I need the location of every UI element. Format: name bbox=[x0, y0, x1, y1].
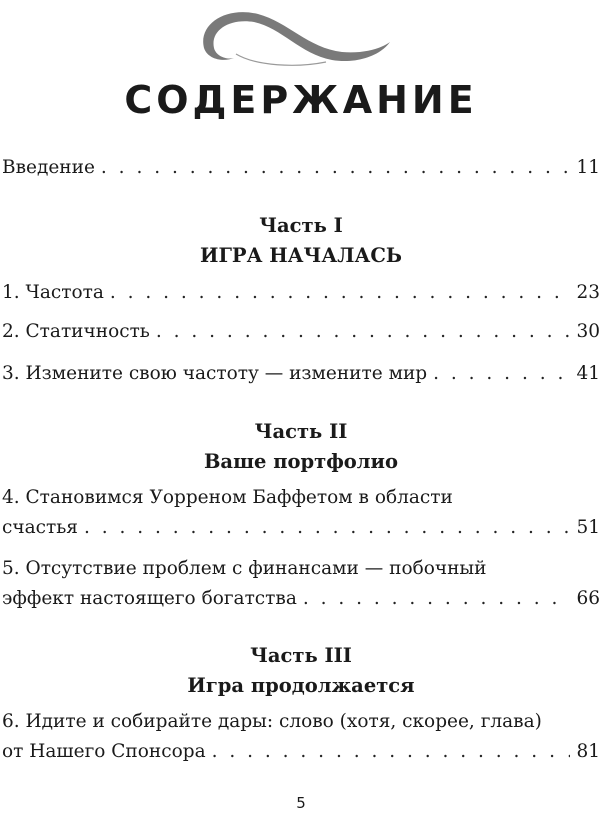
toc-entry-4[interactable] bbox=[2, 516, 600, 540]
toc-entry-page: 11 bbox=[576, 157, 600, 178]
leader-dots bbox=[110, 281, 571, 305]
part-1-title: ИГРА НАЧАЛАСЬ bbox=[200, 244, 402, 267]
leader-dots bbox=[84, 516, 570, 540]
leader-dots bbox=[303, 587, 571, 611]
toc-entry-1[interactable] bbox=[2, 281, 600, 305]
toc-entry-label: Введение bbox=[2, 157, 95, 178]
toc-entry-3[interactable] bbox=[2, 362, 600, 386]
toc-entry-page: 51 bbox=[576, 517, 600, 538]
toc-entry-page: 81 bbox=[576, 741, 600, 762]
toc-entry-page: 23 bbox=[576, 282, 600, 303]
toc-entry-5-first-line[interactable]: 5. Отсутствие проблем с финансами — побочный bbox=[2, 558, 487, 579]
toc-entry-6-first-line[interactable]: 6. Идите и собирайте дары: слово (хотя, скорее, глава) bbox=[2, 711, 542, 732]
leader-dots bbox=[212, 740, 571, 764]
toc-entry-2[interactable] bbox=[2, 320, 600, 344]
part-3-number: Часть III bbox=[250, 644, 352, 667]
toc-entry-label: 3. Измените свою частоту — измените мир bbox=[2, 363, 428, 384]
toc-entry-label: 1. Частота bbox=[2, 282, 104, 303]
leader-dots bbox=[433, 362, 570, 386]
toc-entry-page: 66 bbox=[576, 588, 600, 609]
page-title: СОДЕРЖАНИЕ bbox=[124, 78, 478, 122]
toc-entry-4-first-line[interactable]: 4. Становимся Уорреном Баффетом в области bbox=[2, 487, 453, 508]
toc-entry-label: эффект настоящего богатства bbox=[2, 588, 297, 609]
toc-entry-label: 2. Статичность bbox=[2, 321, 150, 342]
part-1-number: Часть I bbox=[259, 214, 343, 237]
toc-entry-page: 41 bbox=[576, 363, 600, 384]
toc-entry-intro[interactable] bbox=[2, 156, 600, 180]
toc-entry-label: счастья bbox=[2, 517, 78, 538]
toc-entry-label: от Нашего Спонсора bbox=[2, 741, 206, 762]
toc-entry-page: 30 bbox=[576, 321, 600, 342]
swash-ornament-icon bbox=[196, 4, 396, 68]
toc-entry-5[interactable] bbox=[2, 587, 600, 611]
part-2-number: Часть II bbox=[254, 420, 348, 443]
leader-dots bbox=[156, 320, 571, 344]
leader-dots bbox=[101, 156, 571, 180]
part-3-title: Игра продолжается bbox=[187, 674, 415, 697]
page-number: 5 bbox=[296, 794, 306, 812]
toc-entry-6[interactable] bbox=[2, 740, 600, 764]
part-2-title: Ваше портфолио bbox=[203, 450, 399, 473]
